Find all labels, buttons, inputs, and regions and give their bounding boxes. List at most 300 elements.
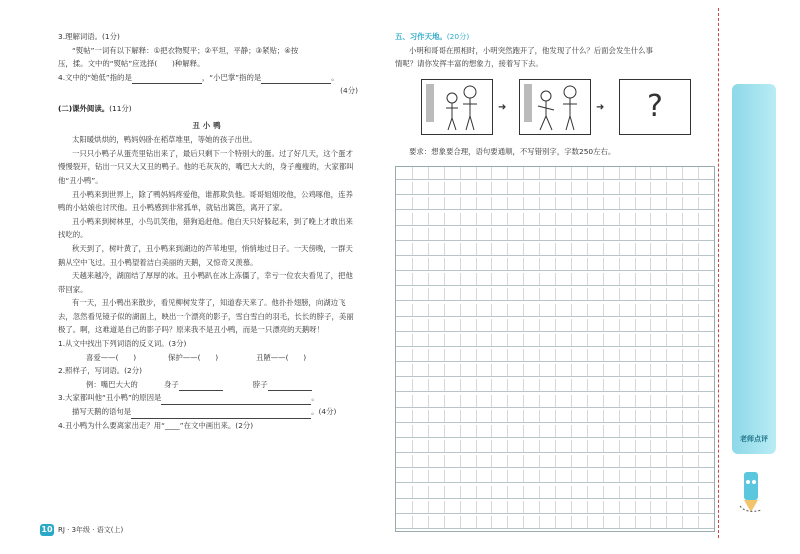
grid-cell-divider [539, 349, 540, 361]
grid-cell-divider [650, 410, 651, 422]
grid-cell-divider [571, 501, 572, 513]
grid-cell-divider [412, 258, 413, 270]
grid-cell-divider [603, 334, 604, 346]
grid-cell-divider [698, 516, 699, 528]
picture-2 [519, 79, 591, 135]
grid-cell-divider [698, 182, 699, 194]
grid-cell-divider [539, 486, 540, 498]
grid-cell-divider [444, 425, 445, 437]
grid-row[interactable] [396, 182, 714, 195]
grid-cell-divider [666, 395, 667, 407]
grid-cell-divider [682, 304, 683, 316]
grid-cell-divider [523, 379, 524, 391]
grid-cell-divider [555, 304, 556, 316]
section2-heading [58, 102, 358, 116]
grid-cell-divider [666, 425, 667, 437]
grid-cell-divider [428, 486, 429, 498]
grid-cell-divider [412, 304, 413, 316]
grid-cell-divider [587, 258, 588, 270]
grid-row[interactable] [396, 486, 714, 499]
grid-cell-divider [635, 395, 636, 407]
grid-cell-divider [412, 197, 413, 209]
grid-row[interactable] [396, 288, 714, 301]
grid-cell-divider [476, 470, 477, 482]
grid-cell-divider [460, 334, 461, 346]
q1-item[interactable]: 丑陋——( ) [256, 352, 307, 362]
grid-cell-divider [412, 379, 413, 391]
grid-cell-divider [460, 470, 461, 482]
grid-cell-divider [587, 228, 588, 240]
grid-row[interactable] [396, 440, 714, 453]
grid-row[interactable] [396, 167, 714, 180]
grid-cell-divider [412, 486, 413, 498]
grid-cell-divider [619, 440, 620, 452]
grid-row[interactable] [396, 304, 714, 317]
grid-cell-divider [491, 319, 492, 331]
grid-cell-divider [460, 243, 461, 255]
grid-cell-divider [603, 304, 604, 316]
grid-cell-divider [476, 440, 477, 452]
grid-cell-divider [555, 425, 556, 437]
grid-cell-divider [555, 288, 556, 300]
grid-cell-divider [444, 379, 445, 391]
grid-cell-divider [666, 288, 667, 300]
grid-cell-divider [539, 425, 540, 437]
grid-cell-divider [682, 501, 683, 513]
grid-cell-divider [619, 470, 620, 482]
grid-cell-divider [555, 258, 556, 270]
grid-cell-divider [571, 273, 572, 285]
grid-cell-divider [682, 288, 683, 300]
grid-cell-divider [698, 410, 699, 422]
grid-cell-divider [666, 304, 667, 316]
grid-cell-divider [603, 213, 604, 225]
grid-cell-divider [650, 304, 651, 316]
grid-cell-divider [491, 364, 492, 376]
grid-cell-divider [412, 213, 413, 225]
q2-label-b: 脖子 [252, 379, 268, 389]
grid-row[interactable] [396, 228, 714, 241]
grid-cell-divider [444, 455, 445, 467]
grid-row[interactable] [396, 273, 714, 286]
q1-item[interactable]: 喜爱——( ) [86, 352, 137, 362]
grid-cell-divider [619, 182, 620, 194]
grid-cell-divider [650, 440, 651, 452]
grid-cell-divider [523, 349, 524, 361]
grid-cell-divider [635, 228, 636, 240]
q3-heading: 3.理解词语。(1分) [58, 32, 120, 41]
grid-cell-divider [476, 273, 477, 285]
grid-cell-divider [666, 501, 667, 513]
q2-blank-a[interactable] [179, 381, 223, 391]
grid-cell-divider [539, 197, 540, 209]
grid-cell-divider [476, 455, 477, 467]
grid-cell-divider [571, 425, 572, 437]
picture-1 [421, 79, 493, 135]
grid-cell-divider [476, 228, 477, 240]
grid-cell-divider [555, 455, 556, 467]
grid-cell-divider [635, 516, 636, 528]
grid-cell-divider [603, 243, 604, 255]
grid-cell-divider [666, 379, 667, 391]
grid-cell-divider [619, 501, 620, 513]
grid-cell-divider [666, 319, 667, 331]
grid-cell-divider [460, 516, 461, 528]
grid-cell-divider [444, 182, 445, 194]
teacher-comment-panel[interactable] [732, 84, 776, 454]
grid-cell-divider [571, 334, 572, 346]
grid-row[interactable] [396, 455, 714, 468]
grid-cell-divider [476, 304, 477, 316]
grid-row[interactable] [396, 243, 714, 256]
grid-cell-divider [523, 486, 524, 498]
grid-cell-divider [635, 213, 636, 225]
grid-row[interactable] [396, 395, 714, 408]
grid-cell-divider [635, 243, 636, 255]
grid-cell-divider [635, 410, 636, 422]
grid-cell-divider [444, 319, 445, 331]
grid-row[interactable] [396, 516, 714, 529]
grid-cell-divider [603, 440, 604, 452]
grid-cell-divider [555, 273, 556, 285]
writing-section [395, 30, 713, 158]
grid-cell-divider [491, 258, 492, 270]
grid-cell-divider [491, 440, 492, 452]
grid-cell-divider [507, 319, 508, 331]
grid-cell-divider [666, 470, 667, 482]
grid-cell-divider [476, 167, 477, 179]
grid-cell-divider [476, 410, 477, 422]
grid-cell-divider [428, 425, 429, 437]
grid-cell-divider [444, 273, 445, 285]
grid-cell-divider [460, 288, 461, 300]
grid-row[interactable] [396, 319, 714, 332]
grid-cell-divider [444, 501, 445, 513]
pencil-mascot-icon [736, 466, 766, 516]
grid-cell-divider [444, 197, 445, 209]
writing-grid[interactable] [395, 166, 715, 532]
grid-cell-divider [650, 334, 651, 346]
grid-cell-divider [444, 258, 445, 270]
grid-cell-divider [650, 273, 651, 285]
grid-cell-divider [666, 258, 667, 270]
q3b-blank-1[interactable] [161, 395, 311, 405]
grid-cell-divider [460, 410, 461, 422]
grid-cell-divider [571, 440, 572, 452]
grid-cell-divider [619, 197, 620, 209]
grid-cell-divider [523, 243, 524, 255]
grid-cell-divider [444, 167, 445, 179]
grid-row[interactable] [396, 258, 714, 271]
grid-cell-divider [603, 273, 604, 285]
grid-cell-divider [476, 213, 477, 225]
grid-cell-divider [523, 501, 524, 513]
grid-cell-divider [682, 455, 683, 467]
grid-cell-divider [476, 425, 477, 437]
grid-cell-divider [603, 516, 604, 528]
grid-cell-divider [491, 334, 492, 346]
grid-cell-divider [491, 516, 492, 528]
grid-cell-divider [698, 470, 699, 482]
grid-cell-divider [460, 304, 461, 316]
grid-row[interactable] [396, 349, 714, 362]
grid-cell-divider [412, 470, 413, 482]
grid-cell-divider [555, 516, 556, 528]
grid-cell-divider [428, 364, 429, 376]
grid-row[interactable] [396, 470, 714, 483]
grid-cell-divider [412, 425, 413, 437]
grid-cell-divider [539, 228, 540, 240]
grid-cell-divider [444, 213, 445, 225]
grid-cell-divider [555, 486, 556, 498]
grid-cell-divider [682, 334, 683, 346]
grid-cell-divider [682, 182, 683, 194]
grid-cell-divider [571, 288, 572, 300]
grid-cell-divider [666, 455, 667, 467]
requirement-text: 要求：想象要合理，语句要通顺，不写错别字，字数250左右。 [409, 146, 616, 156]
grid-cell-divider [412, 288, 413, 300]
grid-cell-divider [539, 243, 540, 255]
grid-cell-divider [507, 288, 508, 300]
section5-points: (20分) [446, 32, 470, 41]
grid-cell-divider [635, 197, 636, 209]
grid-cell-divider [507, 258, 508, 270]
grid-cell-divider [412, 349, 413, 361]
q3b-row2 [58, 405, 358, 419]
grid-cell-divider [476, 395, 477, 407]
grid-cell-divider [428, 304, 429, 316]
story-paragraph: 一只只小鸭子从蛋壳里钻出来了，最后只剩下一个特别大的蛋。过了好几天，这个蛋才慢慢裂开，钻出一只又大又丑的鸭子。他的毛灰灰的，嘴巴大大的，身子瘦瘦的，大家都叫他“丑小鸭”。 [58, 148, 354, 185]
grid-cell-divider [507, 273, 508, 285]
grid-cell-divider [619, 379, 620, 391]
grid-cell-divider [460, 228, 461, 240]
grid-cell-divider [698, 455, 699, 467]
grid-cell-divider [491, 288, 492, 300]
q1-item[interactable]: 保护——( ) [168, 352, 219, 362]
grid-cell-divider [635, 455, 636, 467]
grid-row[interactable] [396, 425, 714, 438]
grid-cell-divider [428, 319, 429, 331]
grid-cell-divider [428, 167, 429, 179]
grid-cell-divider [539, 364, 540, 376]
grid-row[interactable] [396, 501, 714, 514]
grid-cell-divider [635, 486, 636, 498]
grid-cell-divider [507, 167, 508, 179]
grid-cell-divider [619, 455, 620, 467]
grid-cell-divider [555, 501, 556, 513]
grid-cell-divider [619, 167, 620, 179]
grid-cell-divider [507, 334, 508, 346]
grid-cell-divider [555, 349, 556, 361]
grid-cell-divider [428, 516, 429, 528]
grid-cell-divider [571, 379, 572, 391]
grid-cell-divider [523, 213, 524, 225]
grid-cell-divider [571, 319, 572, 331]
grid-cell-divider [539, 273, 540, 285]
grid-cell-divider [444, 349, 445, 361]
grid-cell-divider [619, 516, 620, 528]
grid-cell-divider [539, 379, 540, 391]
grid-cell-divider [603, 182, 604, 194]
story-paragraph: 秋天到了，树叶黄了，丑小鸭来到湖边的芦苇地里，悄悄地过日子。一天傍晚，一群天鹅从空中飞过。丑小鸭望着洁白美丽的天鹅，又惊奇又羡慕。 [58, 243, 353, 267]
grid-cell-divider [698, 501, 699, 513]
grid-cell-divider [635, 501, 636, 513]
grid-cell-divider [619, 319, 620, 331]
grid-row[interactable] [396, 364, 714, 377]
grid-cell-divider [603, 379, 604, 391]
q4-text-a: 4.文中的“她低”指的是 [58, 72, 132, 82]
grid-cell-divider [428, 197, 429, 209]
grid-cell-divider [619, 425, 620, 437]
grid-cell-divider [603, 455, 604, 467]
grid-cell-divider [666, 410, 667, 422]
grid-cell-divider [539, 213, 540, 225]
grid-cell-divider [444, 364, 445, 376]
grid-cell-divider [523, 304, 524, 316]
q3-line1: “熨帖”一词有以下解释：①把衣物熨平；②平坦，平静；③紧贴；④按 [72, 45, 299, 55]
grid-cell-divider [650, 395, 651, 407]
grid-cell-divider [491, 304, 492, 316]
grid-cell-divider [428, 182, 429, 194]
grid-cell-divider [587, 440, 588, 452]
grid-cell-divider [635, 273, 636, 285]
grid-cell-divider [412, 395, 413, 407]
grid-cell-divider [650, 455, 651, 467]
grid-cell-divider [571, 364, 572, 376]
grid-row[interactable] [396, 197, 714, 210]
q4-row [58, 71, 358, 85]
grid-cell-divider [539, 501, 540, 513]
book-label: RJ · 3年级 · 语文(上) [58, 526, 124, 534]
grid-cell-divider [555, 182, 556, 194]
grid-cell-divider [476, 486, 477, 498]
grid-cell-divider [587, 516, 588, 528]
grid-cell-divider [412, 319, 413, 331]
grid-cell-divider [555, 410, 556, 422]
grid-cell-divider [444, 243, 445, 255]
grid-cell-divider [539, 288, 540, 300]
grid-cell-divider [682, 273, 683, 285]
grid-cell-divider [650, 258, 651, 270]
grid-cell-divider [682, 197, 683, 209]
grid-cell-divider [587, 486, 588, 498]
story-paragraph: 丑小鸭来到世界上，除了鸭妈妈疼爱他，谁都欺负他。哥哥姐姐咬他，公鸡啄他，连养鸭的小姑娘也讨厌他。丑小鸭感到非常孤单，就钻出篱笆，离开了家。 [58, 189, 353, 213]
grid-cell-divider [587, 470, 588, 482]
grid-cell-divider [539, 470, 540, 482]
grid-cell-divider [698, 288, 699, 300]
q3b-blank-2[interactable] [131, 409, 311, 419]
grid-cell-divider [428, 349, 429, 361]
grid-cell-divider [635, 364, 636, 376]
grid-cell-divider [635, 425, 636, 437]
grid-cell-divider [682, 470, 683, 482]
prompt-line2: 情呢？请你发挥丰富的想象力，接着写下去。 [395, 59, 543, 69]
grid-cell-divider [555, 364, 556, 376]
q3-line2: 压，揉。文中的“熨帖”应选择( )种解释。 [58, 59, 205, 69]
grid-cell-divider [476, 364, 477, 376]
grid-cell-divider [428, 243, 429, 255]
grid-cell-divider [460, 182, 461, 194]
grid-cell-divider [698, 228, 699, 240]
grid-cell-divider [650, 228, 651, 240]
grid-cell-divider [619, 349, 620, 361]
grid-cell-divider [476, 334, 477, 346]
grid-cell-divider [603, 288, 604, 300]
grid-cell-divider [555, 470, 556, 482]
grid-cell-divider [507, 197, 508, 209]
grid-cell-divider [619, 243, 620, 255]
grid-cell-divider [682, 486, 683, 498]
q2-blank-b[interactable] [268, 381, 312, 391]
grid-cell-divider [571, 395, 572, 407]
grid-cell-divider [555, 243, 556, 255]
grid-cell-divider [555, 197, 556, 209]
grid-cell-divider [635, 288, 636, 300]
grid-cell-divider [682, 395, 683, 407]
grid-cell-divider [571, 410, 572, 422]
grid-cell-divider [587, 213, 588, 225]
grid-cell-divider [476, 349, 477, 361]
grid-row[interactable] [396, 379, 714, 392]
grid-cell-divider [507, 395, 508, 407]
section2-points: (11分) [109, 103, 132, 113]
grid-cell-divider [682, 349, 683, 361]
grid-cell-divider [428, 440, 429, 452]
grid-cell-divider [507, 410, 508, 422]
grid-row[interactable] [396, 334, 714, 347]
grid-cell-divider [571, 470, 572, 482]
grid-cell-divider [428, 455, 429, 467]
grid-cell-divider [682, 440, 683, 452]
grid-cell-divider [666, 334, 667, 346]
grid-cell-divider [507, 182, 508, 194]
arrow-icon: ➜ [596, 101, 605, 113]
grid-cell-divider [460, 486, 461, 498]
grid-cell-divider [412, 243, 413, 255]
grid-cell-divider [587, 349, 588, 361]
grid-cell-divider [523, 425, 524, 437]
grid-cell-divider [412, 334, 413, 346]
grid-cell-divider [523, 334, 524, 346]
grid-cell-divider [460, 501, 461, 513]
grid-cell-divider [603, 425, 604, 437]
grid-row[interactable] [396, 213, 714, 226]
grid-cell-divider [507, 455, 508, 467]
grid-cell-divider [555, 319, 556, 331]
grid-row[interactable] [396, 410, 714, 423]
grid-cell-divider [491, 501, 492, 513]
grid-cell-divider [587, 167, 588, 179]
grid-cell-divider [603, 364, 604, 376]
grid-cell-divider [460, 379, 461, 391]
grid-cell-divider [428, 273, 429, 285]
grid-cell-divider [698, 197, 699, 209]
grid-cell-divider [650, 379, 651, 391]
q4-answer-blank-2[interactable] [261, 74, 331, 84]
grid-cell-divider [587, 197, 588, 209]
grid-cell-divider [428, 258, 429, 270]
grid-cell-divider [491, 213, 492, 225]
grid-cell-divider [428, 334, 429, 346]
grid-cell-divider [444, 486, 445, 498]
q4-answer-blank-1[interactable] [132, 74, 202, 84]
grid-cell-divider [682, 213, 683, 225]
grid-cell-divider [460, 395, 461, 407]
grid-cell-divider [476, 197, 477, 209]
grid-cell-divider [682, 243, 683, 255]
grid-cell-divider [507, 440, 508, 452]
arrow-icon: ➜ [498, 101, 507, 113]
